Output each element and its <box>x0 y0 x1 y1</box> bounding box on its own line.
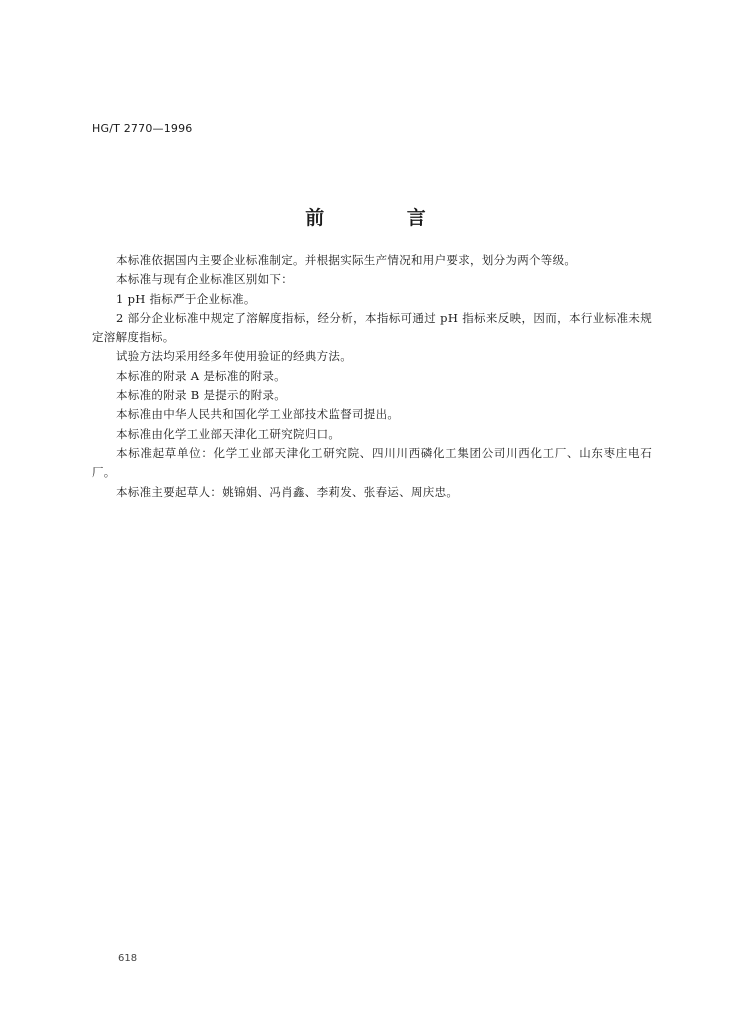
paragraph: 本标准起草单位：化学工业部天津化工研究院、四川川西磷化工集团公司川西化工厂、山东枣庄电石厂。 <box>92 445 652 480</box>
paragraph: 本标准的附录 B 是提示的附录。 <box>116 388 287 403</box>
page-number: 618 <box>118 953 138 964</box>
list-item: 2 部分企业标准中规定了溶解度指标，经分析，本指标可通过 pH 指标来反映，因而，本行业标准未规定溶解度指标。 <box>92 310 652 345</box>
paragraph: 本标准依据国内主要企业标准制定。并根据实际生产情况和用户要求，划分为两个等级。 <box>116 253 577 267</box>
paragraph: 本标准由化学工业部天津化工研究院归口。 <box>116 426 341 441</box>
paragraph: 本标准与现有企业标准区别如下： <box>116 272 293 287</box>
paragraph: 本标准主要起草人：姚锦娟、冯肖鑫、李莉发、张春运、周庆忠。 <box>116 484 459 499</box>
paragraph: 本标准的附录 A 是标准的附录。 <box>116 368 286 383</box>
paragraph: 本标准由中华人民共和国化学工业部技术监督司提出。 <box>116 407 400 422</box>
list-item: 1 pH 指标严于企业标准。 <box>116 291 256 306</box>
section-title: 前 言 <box>305 207 464 229</box>
paragraph: 试验方法均采用经多年使用验证的经典方法。 <box>116 349 352 364</box>
foreword-body <box>92 251 652 502</box>
standard-code: HG/T 2770—1996 <box>92 122 193 135</box>
